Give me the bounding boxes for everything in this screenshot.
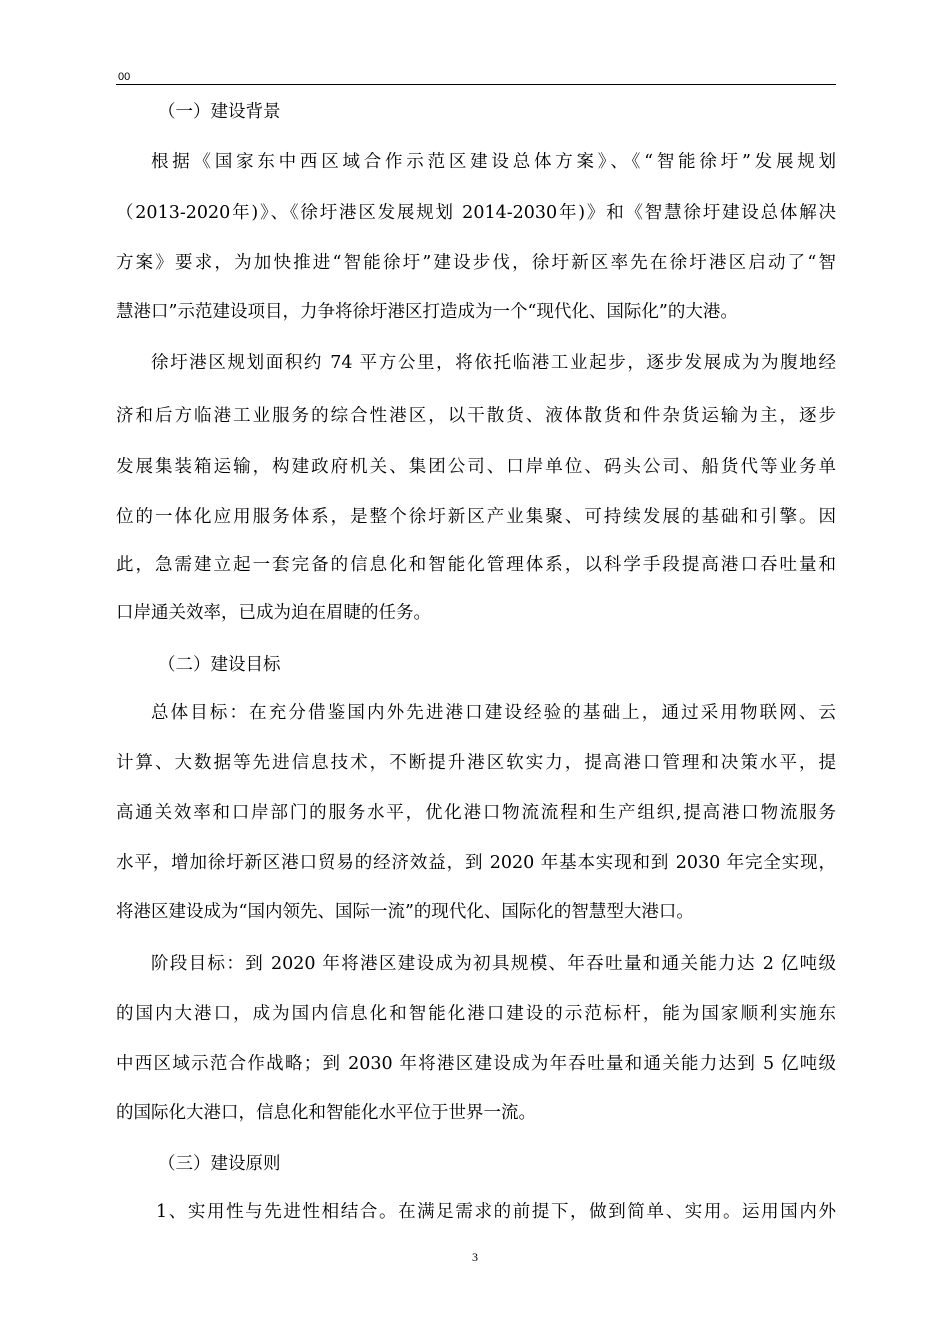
- section-heading-background: （一）建设背景: [158, 102, 281, 122]
- paragraph-line: 将港区建设成为“国内领先、国际一流”的现代化、国际化的智慧型大港口。: [116, 902, 694, 922]
- paragraph-line: （2013-2020年)》、《徐圩港区发展规划 2014-2030年)》和《智慧徐圩建设总体解决: [116, 203, 836, 223]
- paragraph-line: 徐圩港区规划面积约 74 平方公里，将依托临港工业起步，逐步发展成为为腹地经: [151, 353, 836, 373]
- paragraph-line: 中西区域示范合作战略；到 2030 年将港区建设成为年吞吐量和通关能力达到 5 亿吨级: [116, 1054, 836, 1074]
- paragraph-line: 方案》要求，为加快推进“智能徐圩”建设步伐，徐圩新区率先在徐圩港区启动了“智: [116, 253, 836, 273]
- paragraph-line: 的国际化大港口，信息化和智能化水平位于世界一流。: [116, 1103, 536, 1123]
- header-rule: [116, 84, 836, 85]
- paragraph-line: 此，急需建立起一套完备的信息化和智能化管理体系，以科学手段提高港口吞吐量和: [116, 555, 836, 575]
- paragraph-line: 的国内大港口，成为国内信息化和智能化港口建设的示范标杆，能为国家顺利实施东: [116, 1004, 836, 1024]
- paragraph-line: 1、实用性与先进性相结合。在满足需求的前提下，做到简单、实用。运用国内外: [156, 1202, 836, 1222]
- paragraph-line: 济和后方临港工业服务的综合性港区，以干散货、液体散货和件杂货运输为主，逐步: [116, 406, 836, 426]
- section-heading-principles: （三）建设原则: [158, 1154, 281, 1174]
- section-heading-goals: （二）建设目标: [158, 655, 281, 675]
- paragraph-line: 总体目标：在充分借鉴国内外先进港口建设经验的基础上，通过采用物联网、云: [151, 703, 836, 723]
- paragraph-line: 根据《国家东中西区域合作示范区建设总体方案》、《“智能徐圩”发展规划: [151, 152, 836, 172]
- paragraph-line: 发展集装箱运输，构建政府机关、集团公司、口岸单位、码头公司、船货代等业务单: [116, 457, 836, 477]
- paragraph-line: 位的一体化应用服务体系，是整个徐圩新区产业集聚、可持续发展的基础和引擎。因: [116, 507, 836, 527]
- paragraph-line: 高通关效率和口岸部门的服务水平，优化港口物流流程和生产组织,提高港口物流服务: [116, 803, 836, 823]
- paragraph-line: 水平，增加徐圩新区港口贸易的经济效益，到 2020 年基本实现和到 2030 年完全实现，: [116, 853, 836, 873]
- paragraph-line: 阶段目标：到 2020 年将港区建设成为初具规模、年吞吐量和通关能力达 2 亿吨级: [151, 954, 836, 974]
- paragraph-line: 慧港口”示范建设项目，力争将徐圩港区打造成为一个“现代化、国际化”的大港。: [116, 302, 738, 322]
- running-header: 00: [118, 71, 131, 83]
- paragraph-line: 口岸通关效率，已成为迫在眉睫的任务。: [116, 603, 431, 623]
- paragraph-line: 计算、大数据等先进信息技术，不断提升港区软实力，提高港口管理和决策水平，提: [116, 753, 836, 773]
- page-number: 3: [472, 1250, 478, 1264]
